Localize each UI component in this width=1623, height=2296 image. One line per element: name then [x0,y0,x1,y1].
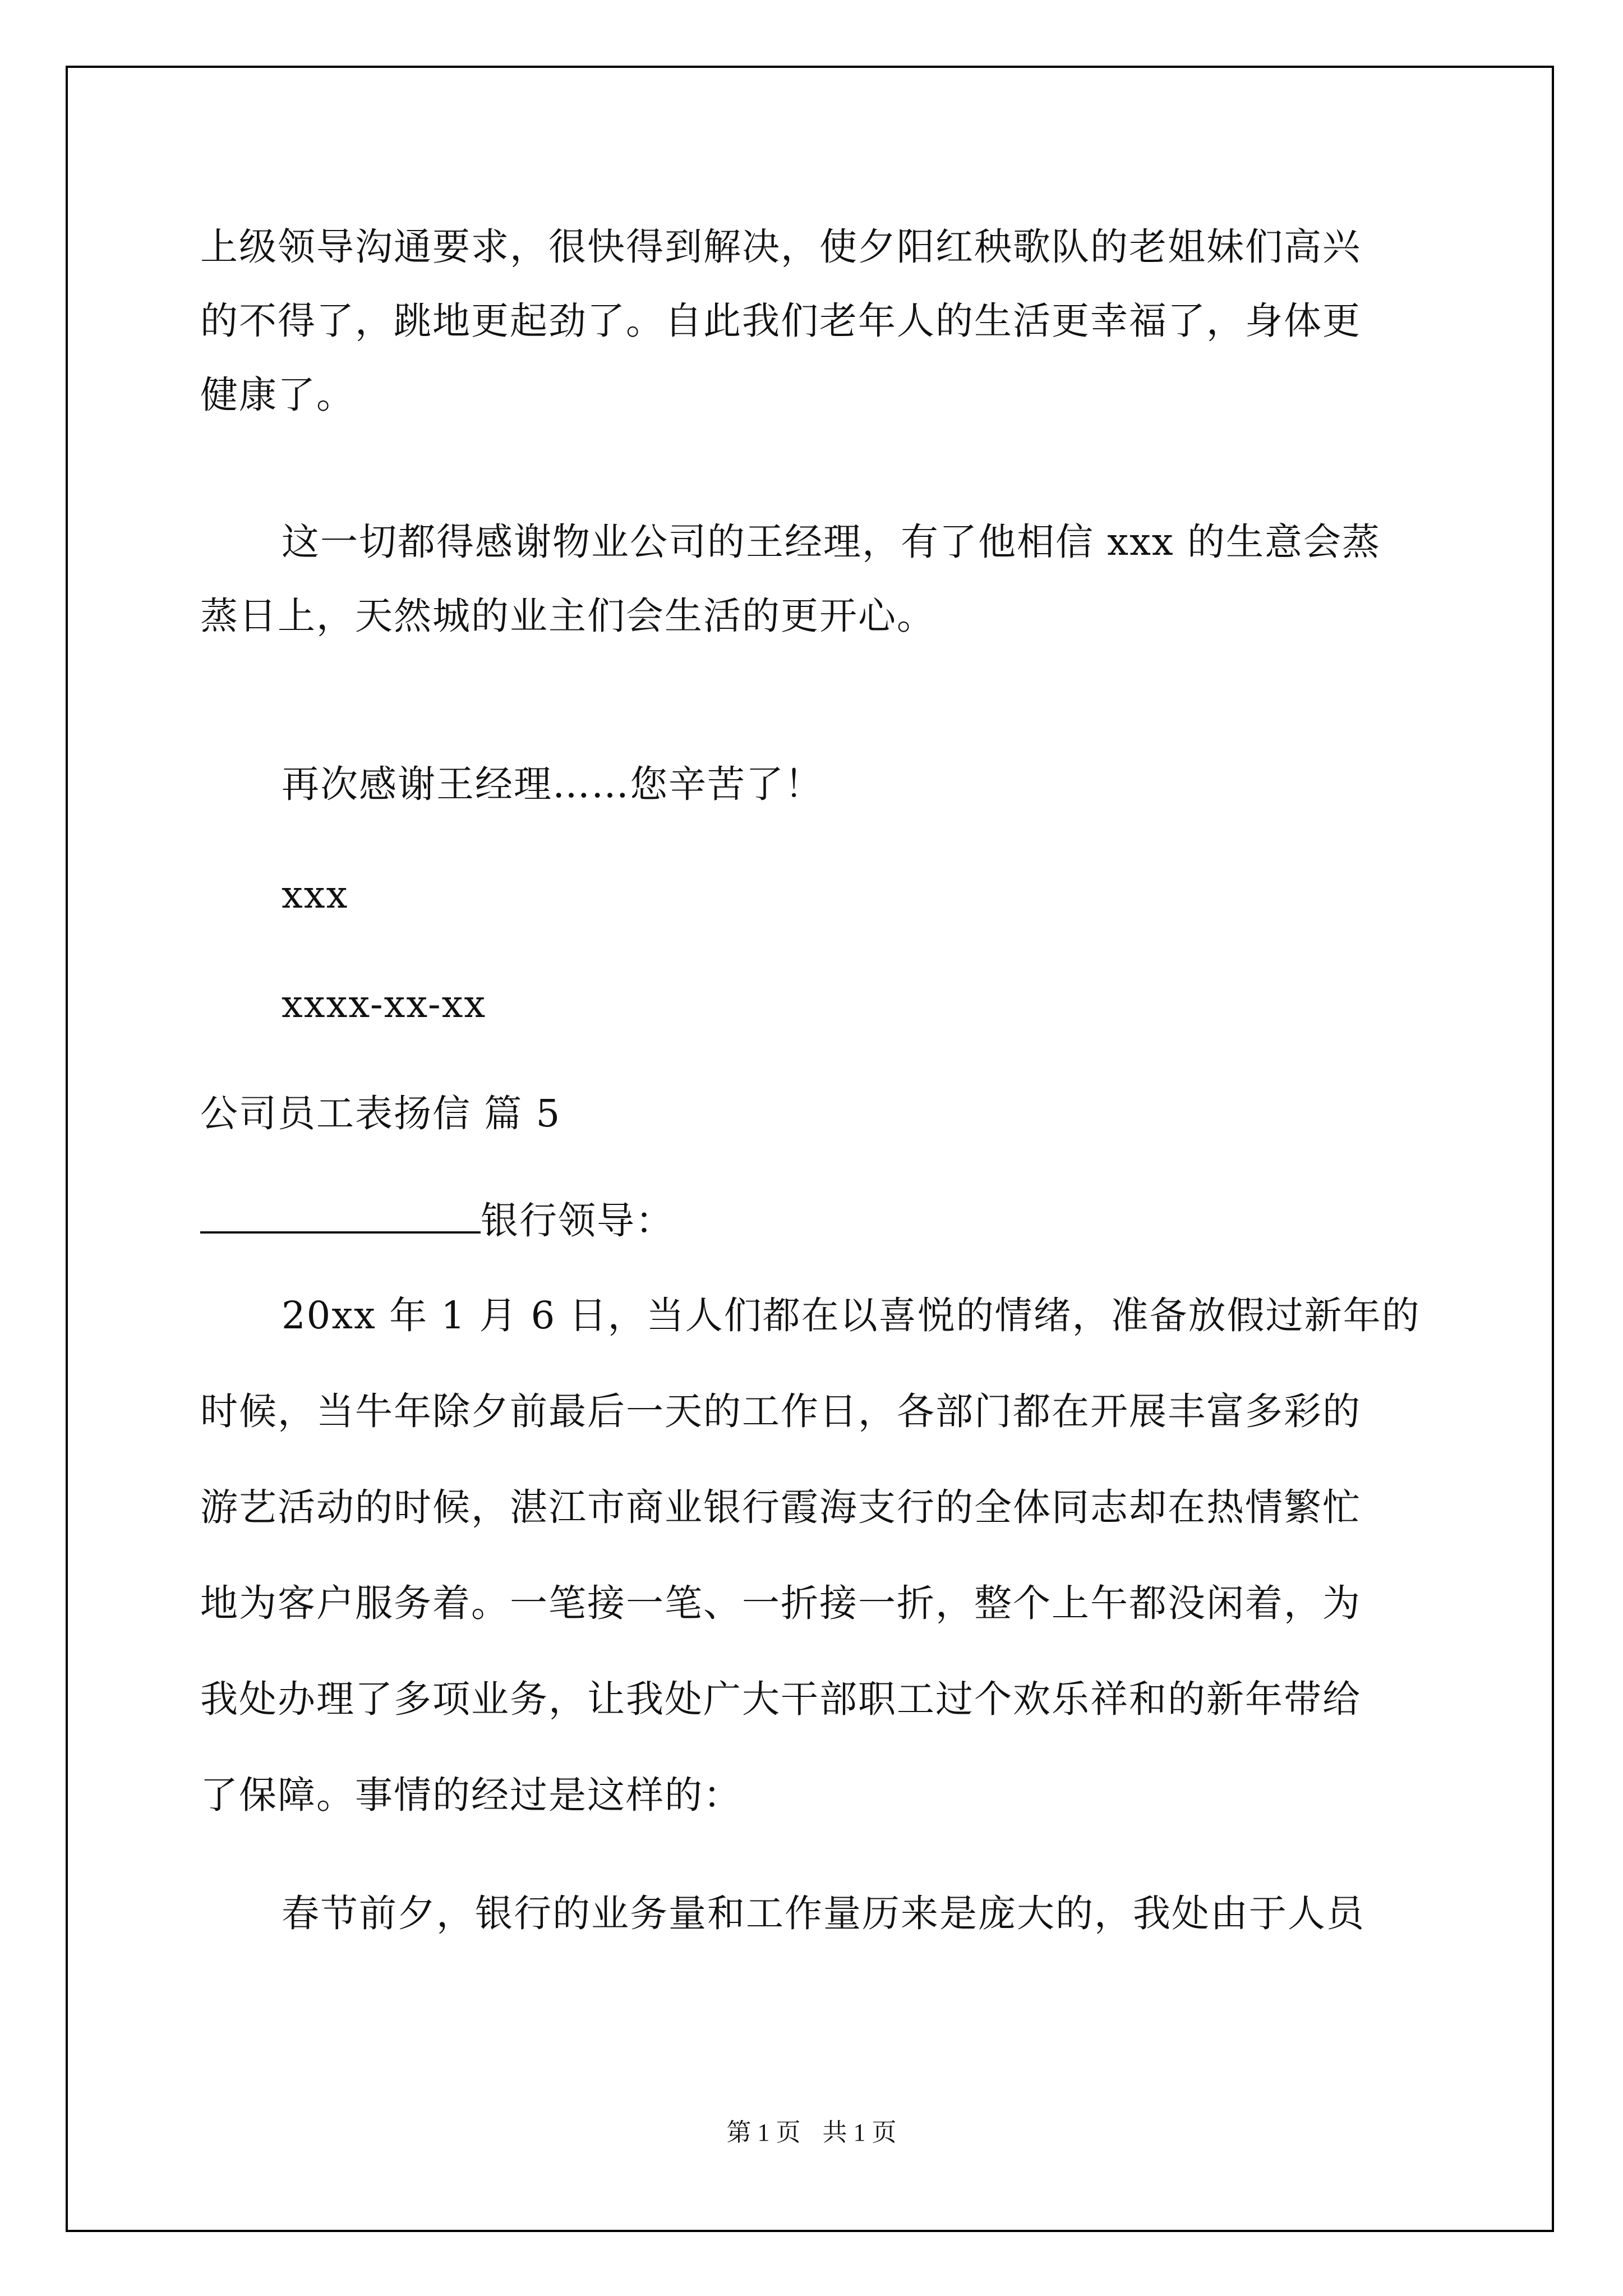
page-number: 第 1 页 [726,2119,801,2146]
body-line: 20xx 年 1 月 6 日，当人们都在以喜悦的情绪，准备放假过新年的 [282,1294,1421,1337]
body-line: 游艺活动的时候，湛江市商业银行霞海支行的全体同志却在热情繁忙 [200,1485,1361,1529]
salutation [200,1195,1434,1246]
body-line: 上级领导沟通要求，很快得到解决，使夕阳红秧歌队的老姐妹们高兴 [200,225,1361,269]
body-line: 了保障。事情的经过是这样的： [200,1773,742,1817]
page-footer [0,2116,1623,2150]
body-line: 健康了。 [200,373,355,417]
date-line: xxxx-xx-xx [282,982,487,1026]
signature: xxx [282,873,349,917]
body-line: 的不得了，跳地更起劲了。自此我们老年人的生活更幸福了，身体更 [200,299,1361,343]
salutation-text: 银行领导： [481,1199,674,1243]
body-line: 时候，当牛年除夕前最后一天的工作日，各部门都在开展丰富多彩的 [200,1389,1361,1433]
blank-underline [200,1198,481,1234]
page-total: 共 1 页 [822,2119,897,2146]
closing-line: 再次感谢王经理……您辛苦了！ [282,762,823,806]
body-line: 我处办理了多项业务，让我处广大干部职工过个欢乐祥和的新年带给 [200,1677,1361,1721]
body-line: 地为客户服务着。一笔接一笔、一折接一折，整个上午都没闲着，为 [200,1581,1361,1625]
body-line: 春节前夕，银行的业务量和工作量历来是庞大的，我处由于人员 [282,1892,1365,1935]
section-heading: 公司员工表扬信 篇 5 [200,1092,561,1135]
body-line: 蒸日上，天然城的业主们会生活的更开心。 [200,594,935,638]
body-line: 这一切都得感谢物业公司的王经理，有了他相信 xxx 的生意会蒸 [282,520,1381,564]
